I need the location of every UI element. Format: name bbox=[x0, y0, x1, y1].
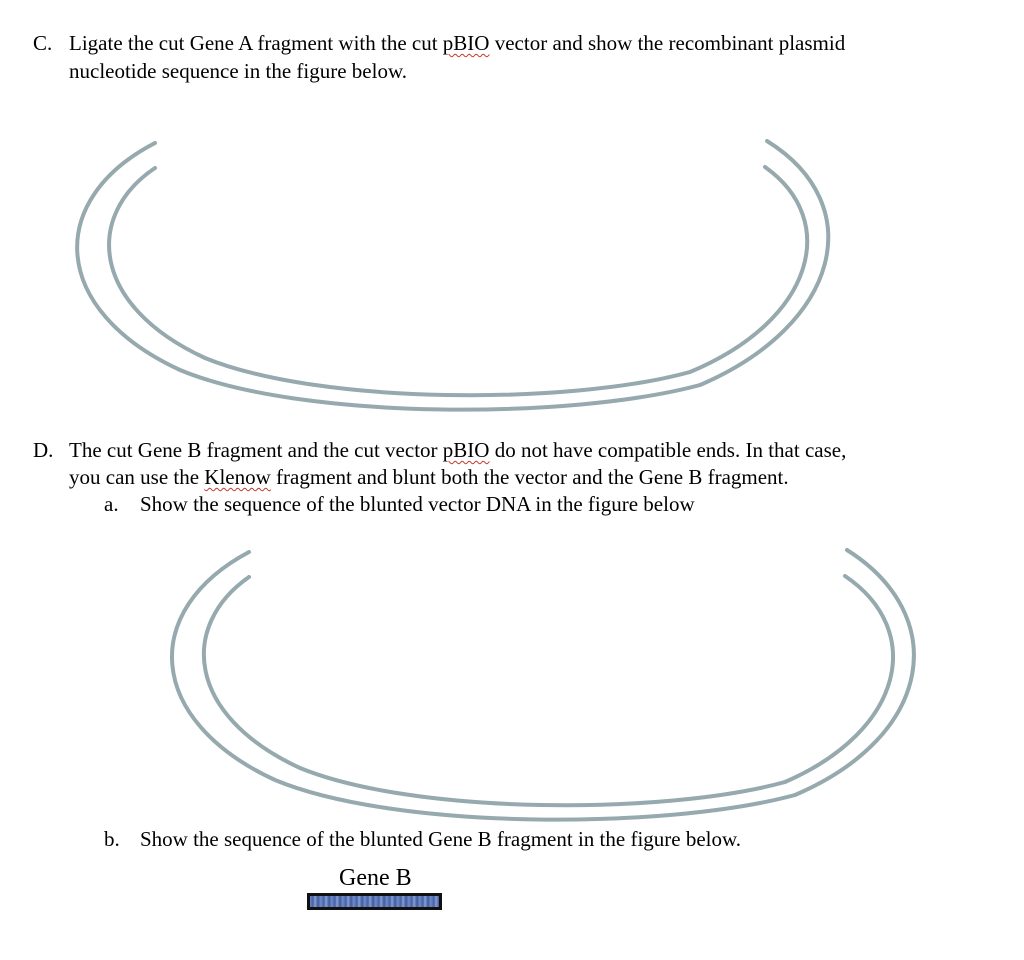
section-c-line-1-post: vector and show the recombinant plasmid bbox=[489, 31, 846, 55]
plasmid-d-outer-left-arc bbox=[172, 552, 795, 820]
section-c-marker: C. bbox=[33, 31, 53, 55]
section-d-line-2-pre: you can use the bbox=[69, 465, 205, 489]
section-d-line-2-post: fragment and blunt both the vector and the Gene B fragment. bbox=[270, 465, 789, 489]
sub-b-marker: b. bbox=[104, 827, 120, 851]
gene-b-label: Gene B bbox=[339, 865, 412, 891]
sub-a-marker: a. bbox=[104, 492, 119, 516]
klenow-term: Klenow bbox=[204, 465, 271, 489]
section-d-line-1-post: do not have compatible ends. In that case, bbox=[489, 438, 847, 462]
gene-b-fragment-bar bbox=[307, 893, 442, 910]
section-d-marker: D. bbox=[33, 438, 54, 462]
sub-a-text: Show the sequence of the blunted vector DNA in the figure below bbox=[140, 492, 695, 516]
section-c-line-1-pre: Ligate the cut Gene A fragment with the cut bbox=[69, 31, 443, 55]
section-c-line-2: nucleotide sequence in the figure below. bbox=[69, 59, 408, 83]
plasmid-d-inner-left-arc bbox=[204, 577, 785, 805]
sub-b-text: Show the sequence of the blunted Gene B fragment in the figure below. bbox=[140, 827, 742, 851]
pbio-term: pBIO bbox=[442, 31, 490, 55]
plasmid-d-outer-right-arc bbox=[795, 550, 914, 795]
pbio-term: pBIO bbox=[442, 438, 490, 462]
section-d-line-1-pre: The cut Gene B fragment and the cut vector bbox=[69, 438, 443, 462]
plasmid-d-inner-right-arc bbox=[785, 576, 893, 782]
